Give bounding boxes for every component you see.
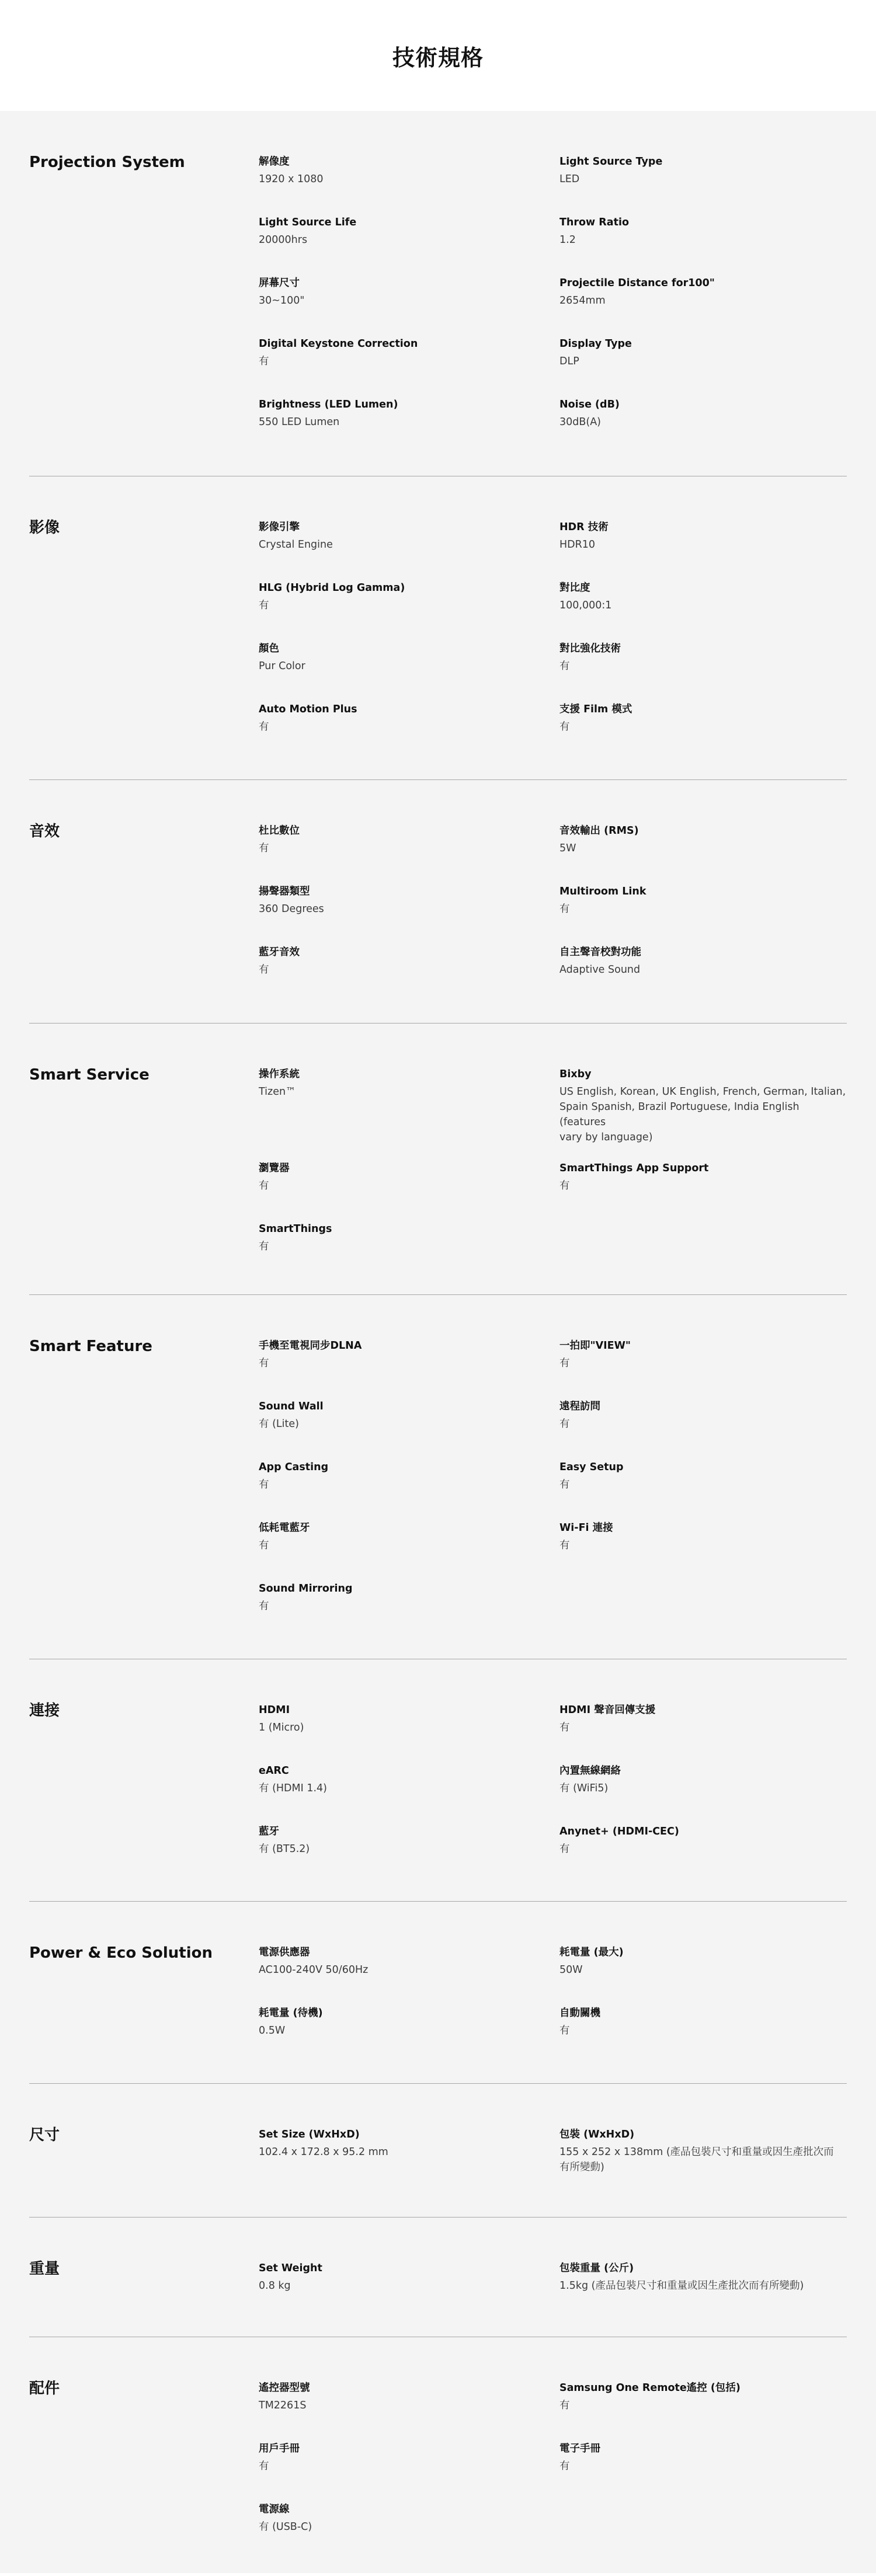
section-title: Smart Service	[29, 1066, 150, 1084]
spec-item	[559, 2442, 847, 2502]
spec-item	[559, 1764, 847, 1825]
spec-label: 支援 Film 模式	[559, 704, 632, 715]
spec-value: 30dB(A)	[559, 416, 602, 428]
spec-label: 揚聲器類型	[259, 886, 310, 897]
spec-label: Digital Keystone Correction	[259, 338, 418, 350]
spec-item	[259, 2381, 559, 2442]
spec-value: 有	[559, 1540, 570, 1551]
spec-label: Sound Wall	[259, 1401, 324, 1412]
spec-item	[259, 2502, 559, 2563]
spec-label: 耗電量 (待機)	[259, 2007, 323, 2019]
spec-item	[559, 1339, 847, 1400]
spec-item	[259, 398, 559, 458]
spec-label: 顏色	[259, 643, 279, 655]
spec-item	[559, 2006, 847, 2067]
spec-value: 有	[259, 1540, 269, 1551]
spec-item	[559, 520, 847, 581]
spec-item	[259, 885, 559, 945]
spec-label: 影像引擎	[259, 521, 300, 533]
spec-grid	[259, 1295, 847, 1659]
spec-label: Wi-Fi 連接	[559, 1522, 613, 1534]
spec-label: 遠程訪問	[559, 1401, 600, 1412]
spec-value: TM2261S	[259, 2400, 307, 2411]
spec-value: 有 (BT5.2)	[259, 1843, 310, 1855]
spec-value: 550 LED Lumen	[259, 416, 340, 428]
spec-grid	[259, 2337, 847, 2576]
spec-value: 有 (Lite)	[259, 1418, 299, 1430]
spec-value: 1.2	[559, 234, 576, 246]
spec-label: Anynet+ (HDMI-CEC)	[559, 1826, 679, 1837]
spec-value: 有	[559, 2460, 570, 2472]
spec-value: 有	[559, 1843, 570, 1855]
spec-item	[259, 2006, 559, 2067]
spec-value: 有	[559, 2025, 570, 2037]
spec-label: 對比度	[559, 582, 590, 594]
spec-value: 有	[259, 1600, 269, 1612]
spec-label: SmartThings	[259, 1223, 332, 1235]
spec-label: 對比強化技術	[559, 643, 621, 655]
spec-item	[559, 1945, 847, 2006]
spec-label: 屏幕尺寸	[259, 277, 300, 289]
section-title: Smart Feature	[29, 1338, 152, 1355]
spec-item	[259, 1460, 559, 1521]
spec-item	[559, 1161, 847, 1222]
spec-label: Throw Ratio	[559, 217, 629, 228]
spec-value: 360 Degrees	[259, 903, 324, 915]
spec-grid	[259, 111, 847, 476]
spec-section-power-eco-solution	[29, 1902, 847, 2084]
spec-section-section-10	[29, 2337, 847, 2576]
spec-item	[559, 702, 847, 763]
spec-label: 耗電量 (最大)	[559, 1947, 624, 1958]
spec-item	[259, 1161, 559, 1222]
spec-label: 遙控器型號	[259, 2382, 310, 2394]
spec-value: 0.5W	[259, 2025, 286, 2037]
spec-value: 有	[559, 903, 570, 915]
spec-label: 用戶手冊	[259, 2443, 300, 2455]
spec-label: 杜比數位	[259, 825, 300, 837]
spec-label: Sound Mirroring	[259, 1583, 353, 1595]
spec-grid	[259, 2218, 847, 2337]
spec-item	[559, 337, 847, 398]
spec-label: Bixby	[559, 1068, 592, 1080]
spec-item	[559, 1400, 847, 1460]
spec-section-smart-service	[29, 1024, 847, 1295]
spec-value: 102.4 x 172.8 x 95.2 mm	[259, 2146, 388, 2158]
spec-label: Light Source Type	[559, 156, 663, 168]
spec-value: 有	[559, 721, 570, 733]
section-title: 影像	[29, 519, 60, 537]
spec-section-projection-system	[29, 111, 847, 476]
spec-label: 電源線	[259, 2504, 290, 2515]
spec-label: Samsung One Remote遙控 (包括)	[559, 2382, 741, 2394]
spec-value: 有	[259, 964, 269, 976]
spec-label: Display Type	[559, 338, 632, 350]
spec-label: App Casting	[259, 1461, 329, 1473]
spec-item	[259, 1945, 559, 2006]
spec-value: 有	[559, 1722, 570, 1733]
spec-value: 有	[259, 1479, 269, 1491]
section-title: 連接	[29, 1702, 60, 1719]
spec-label: 手機至電視同步DLNA	[259, 1340, 362, 1352]
spec-item	[559, 642, 847, 702]
specs-container	[0, 111, 876, 2573]
spec-value: 5W	[559, 843, 576, 854]
spec-label: Set Weight	[259, 2262, 322, 2274]
spec-value: 有 (WiFi5)	[559, 1783, 609, 1794]
spec-value: US English, Korean, UK English, French, German, Italian, Spain Spanish, Brazil Portuguese, India English (features vary by language)	[559, 1086, 846, 1143]
spec-item	[559, 885, 847, 945]
spec-value: 有	[259, 843, 269, 854]
spec-label: Brightness (LED Lumen)	[259, 399, 398, 410]
spec-value: Pur Color	[259, 660, 305, 672]
spec-grid	[259, 780, 847, 1023]
spec-value: 2654mm	[559, 295, 606, 307]
spec-item	[259, 702, 559, 763]
spec-item	[259, 1582, 559, 1642]
spec-label: Auto Motion Plus	[259, 704, 357, 715]
spec-label: 音效輸出 (RMS)	[559, 825, 639, 837]
spec-section-section-9	[29, 2218, 847, 2337]
spec-value: 0.8 kg	[259, 2280, 291, 2292]
spec-item	[559, 1703, 847, 1764]
spec-item	[559, 945, 847, 1006]
spec-value: 有	[559, 660, 570, 672]
spec-item	[259, 824, 559, 885]
spec-value: 有 (HDMI 1.4)	[259, 1783, 328, 1794]
spec-item	[559, 215, 847, 276]
spec-value: 100,000:1	[559, 600, 612, 611]
spec-section-smart-feature	[29, 1295, 847, 1659]
spec-item	[559, 1067, 847, 1161]
spec-value: DLP	[559, 356, 579, 367]
spec-value: 30~100"	[259, 295, 305, 307]
spec-label: 包裝重量 (公斤)	[559, 2262, 634, 2274]
spec-value: Tizen™	[259, 1086, 296, 1098]
spec-item	[259, 1339, 559, 1400]
spec-label: HDR 技術	[559, 521, 609, 533]
spec-item	[259, 945, 559, 1006]
spec-item	[559, 1521, 847, 1582]
spec-grid	[259, 1024, 847, 1294]
spec-value: Crystal Engine	[259, 539, 333, 551]
spec-item	[259, 276, 559, 337]
spec-item	[559, 155, 847, 215]
spec-item	[259, 1764, 559, 1825]
spec-item	[259, 1521, 559, 1582]
spec-value: 有	[259, 356, 269, 367]
section-title: Projection System	[29, 154, 185, 171]
spec-label: 低耗電藍牙	[259, 1522, 310, 1534]
spec-item	[259, 337, 559, 398]
spec-label: HDMI	[259, 1704, 290, 1716]
section-title: 重量	[29, 2260, 60, 2278]
spec-value: 有	[559, 1418, 570, 1430]
spec-label: 瀏覽器	[259, 1162, 290, 1174]
spec-grid	[259, 476, 847, 779]
spec-label: Set Size (WxHxD)	[259, 2129, 360, 2140]
page-header	[0, 0, 876, 111]
spec-value: 有	[259, 721, 269, 733]
spec-value: 1 (Micro)	[259, 1722, 304, 1733]
spec-item	[259, 215, 559, 276]
spec-value: 20000hrs	[259, 234, 308, 246]
spec-label: HLG (Hybrid Log Gamma)	[259, 582, 405, 594]
section-title: 尺寸	[29, 2126, 60, 2144]
spec-item	[559, 824, 847, 885]
spec-grid	[259, 1659, 847, 1901]
spec-value: AC100-240V 50/60Hz	[259, 1964, 369, 1976]
spec-value: 1920 x 1080	[259, 173, 324, 185]
spec-value: 有	[259, 2460, 269, 2472]
spec-item	[259, 520, 559, 581]
spec-label: 內置無線網絡	[559, 1765, 621, 1777]
spec-value: 155 x 252 x 138mm (產品包裝尺寸和重量或因生產批次而 有所變動)	[559, 2146, 834, 2173]
spec-item	[259, 1400, 559, 1460]
spec-label: 自主聲音校對功能	[559, 946, 641, 958]
spec-item	[559, 2128, 847, 2191]
spec-label: Noise (dB)	[559, 399, 620, 410]
spec-item	[259, 642, 559, 702]
spec-item	[259, 1067, 559, 1161]
spec-value: LED	[559, 173, 580, 185]
spec-section-section-2	[29, 476, 847, 780]
spec-item	[259, 1703, 559, 1764]
spec-label: 包裝 (WxHxD)	[559, 2129, 635, 2140]
spec-label: HDMI 聲音回傳支援	[559, 1704, 656, 1716]
spec-item	[259, 2128, 559, 2191]
spec-label: Multiroom Link	[559, 886, 646, 897]
spec-item	[259, 581, 559, 642]
spec-item	[259, 2442, 559, 2502]
spec-item	[559, 581, 847, 642]
spec-value: 有	[259, 1357, 269, 1369]
spec-grid	[259, 1902, 847, 2083]
section-title: Power & Eco Solution	[29, 1944, 213, 1962]
spec-value: 有	[559, 1479, 570, 1491]
spec-label: Projectile Distance for100"	[559, 277, 715, 289]
spec-label: eARC	[259, 1765, 289, 1777]
spec-item	[559, 1825, 847, 1885]
spec-label: Light Source Life	[259, 217, 357, 228]
spec-item	[559, 2381, 847, 2442]
spec-value: 有	[259, 1241, 269, 1252]
section-title: 配件	[29, 2380, 60, 2397]
page-title: 技術規格	[392, 44, 484, 71]
spec-item	[559, 276, 847, 337]
spec-label: 藍牙音效	[259, 946, 300, 958]
spec-value: 有 (USB-C)	[259, 2521, 312, 2533]
spec-label: 自動關機	[559, 2007, 600, 2019]
spec-item	[559, 398, 847, 458]
spec-section-section-6	[29, 1659, 847, 1902]
section-title: 音效	[29, 823, 60, 840]
spec-value: 1.5kg (產品包裝尺寸和重量或因生產批次而有所變動)	[559, 2280, 804, 2292]
spec-value: 有	[259, 1180, 269, 1192]
spec-label: 解像度	[259, 156, 290, 168]
spec-item	[559, 1460, 847, 1521]
spec-grid	[259, 2084, 847, 2217]
spec-value: 有	[259, 600, 269, 611]
spec-label: 操作系統	[259, 1068, 300, 1080]
spec-item	[559, 2261, 847, 2322]
spec-label: 電源供應器	[259, 1947, 310, 1958]
spec-value: HDR10	[559, 539, 596, 551]
spec-item	[259, 1222, 559, 1283]
spec-value: Adaptive Sound	[559, 964, 641, 976]
spec-label: SmartThings App Support	[559, 1162, 709, 1174]
spec-section-section-3	[29, 780, 847, 1024]
spec-item	[259, 155, 559, 215]
spec-label: 一拍即"VIEW"	[559, 1340, 631, 1352]
spec-label: 藍牙	[259, 1826, 279, 1837]
spec-value: 50W	[559, 1964, 583, 1976]
spec-value: 有	[559, 1357, 570, 1369]
spec-item	[259, 1825, 559, 1885]
spec-value: 有	[559, 2400, 570, 2411]
spec-value: 有	[559, 1180, 570, 1192]
spec-section-section-8	[29, 2084, 847, 2218]
spec-item	[259, 2261, 559, 2322]
spec-label: 電子手冊	[559, 2443, 600, 2455]
spec-label: Easy Setup	[559, 1461, 624, 1473]
